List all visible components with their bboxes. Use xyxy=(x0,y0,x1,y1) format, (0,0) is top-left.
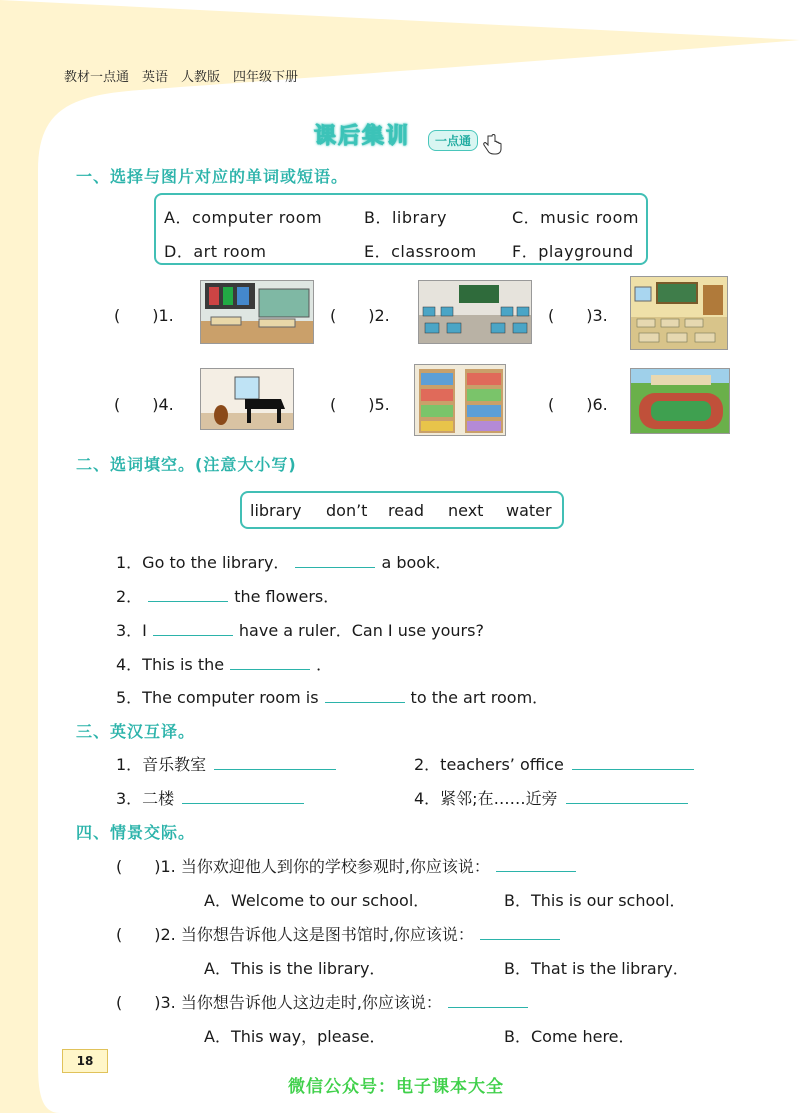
fill-blank-3[interactable] xyxy=(153,621,233,636)
fill-question-1 xyxy=(116,550,451,573)
fill-question-1-end: a book． xyxy=(381,553,452,572)
fill-blank-1[interactable] xyxy=(295,553,375,568)
fill-question-3 xyxy=(116,618,484,641)
translate-item-4 xyxy=(414,786,688,809)
translate-blank-3[interactable] xyxy=(182,789,304,804)
section-1-title: 一、选择与图片对应的单词或短语。 xyxy=(76,167,349,186)
answer-slot-6[interactable]: ( )6. xyxy=(548,395,608,414)
section-3-title: 三、英汉互译。 xyxy=(76,722,196,741)
answer-slot-2[interactable]: ( )2. xyxy=(330,306,390,325)
fill-question-2 xyxy=(116,584,339,607)
section-2-title: 二、选词填空。(注意大小写) xyxy=(76,455,297,474)
fill-question-4 xyxy=(116,652,332,675)
dialog-1-option-a[interactable]: A．Welcome to our school． xyxy=(204,891,430,910)
word-library: library xyxy=(250,501,302,520)
fill-question-2-start: 2． xyxy=(116,587,143,606)
dialog-3-option-a[interactable]: A．This way，please． xyxy=(204,1027,386,1046)
fill-question-2-end: the flowers． xyxy=(234,587,340,606)
fill-blank-5[interactable] xyxy=(325,688,405,703)
word-next: next xyxy=(448,501,484,520)
library-picture xyxy=(414,364,506,436)
translate-item-2-text: 2．teachers’ office xyxy=(414,755,564,774)
fill-question-4-end: ． xyxy=(316,655,333,674)
dialog-3-option-b[interactable]: B．Come here． xyxy=(504,1027,635,1046)
translate-item-4-text: 4．紧邻;在……近旁 xyxy=(414,789,558,808)
fill-question-4-start: 4．This is the xyxy=(116,655,225,674)
dialog-question-1 xyxy=(116,854,582,877)
playground-picture xyxy=(630,368,730,434)
translate-blank-4[interactable] xyxy=(566,789,688,804)
banner-subtitle: 一点通 xyxy=(428,130,478,151)
banner-title: 课后集训 xyxy=(314,124,411,149)
option-a: A．computer room xyxy=(164,208,323,227)
dialog-blank-2[interactable] xyxy=(480,925,560,940)
word-dont: don’t xyxy=(326,501,368,520)
word-water: water xyxy=(506,501,552,520)
option-c: C．music room xyxy=(512,208,639,227)
section-banner xyxy=(300,114,510,156)
page-header: 教材一点通 英语 人教版 四年级下册 xyxy=(64,70,299,85)
art-room-picture xyxy=(200,280,314,344)
translate-item-1 xyxy=(116,752,336,775)
option-b: B．library xyxy=(364,208,447,227)
section-4-title: 四、情景交际。 xyxy=(76,823,196,842)
dialog-2-option-a[interactable]: A．This is the library． xyxy=(204,959,386,978)
footer-watermark: 微信公众号：电子课本大全 xyxy=(288,1077,504,1097)
translate-item-3 xyxy=(116,786,304,809)
fill-question-5-start: 5．The computer room is xyxy=(116,688,319,707)
dialog-question-3-text: ( )3. 当你想告诉他人这边走时,你应该说： xyxy=(116,993,442,1012)
option-e: E．classroom xyxy=(364,242,477,261)
options-box xyxy=(154,193,648,265)
fill-blank-4[interactable] xyxy=(230,655,310,670)
dialog-blank-1[interactable] xyxy=(496,857,576,872)
answer-slot-3[interactable]: ( )3. xyxy=(548,306,608,325)
dialog-question-2 xyxy=(116,922,566,945)
pointing-hand-icon xyxy=(482,132,506,156)
answer-slot-4[interactable]: ( )4. xyxy=(114,395,174,414)
answer-slot-5[interactable]: ( )5. xyxy=(330,395,390,414)
fill-question-3-end: have a ruler．Can I use yours? xyxy=(238,621,484,640)
fill-question-3-start: 3．I xyxy=(116,621,147,640)
answer-slot-1[interactable]: ( )1. xyxy=(114,306,174,325)
word-read: read xyxy=(388,501,425,520)
translate-item-2 xyxy=(414,752,694,775)
translate-item-1-text: 1．音乐教室 xyxy=(116,755,207,774)
fill-question-1-start: 1．Go to the library． xyxy=(116,553,290,572)
dialog-question-2-text: ( )2. 当你想告诉他人这是图书馆时,你应该说： xyxy=(116,925,474,944)
computer-room-picture xyxy=(418,280,532,344)
dialog-2-option-b[interactable]: B．That is the library． xyxy=(504,959,689,978)
translate-item-3-text: 3．二楼 xyxy=(116,789,175,808)
dialog-question-1-text: ( )1. 当你欢迎他人到你的学校参观时,你应该说： xyxy=(116,857,490,876)
music-room-picture xyxy=(200,368,294,430)
translate-blank-2[interactable] xyxy=(572,755,694,770)
dialog-question-3 xyxy=(116,990,534,1013)
option-f: F．playground xyxy=(512,242,634,261)
fill-question-5-end: to the art room． xyxy=(410,688,549,707)
dialog-1-option-b[interactable]: B．This is our school． xyxy=(504,891,686,910)
translate-blank-1[interactable] xyxy=(214,755,336,770)
fill-blank-2[interactable] xyxy=(148,587,228,602)
classroom-picture xyxy=(630,276,728,350)
option-d: D．art room xyxy=(164,242,267,261)
page-number: 18 xyxy=(62,1049,108,1073)
dialog-blank-3[interactable] xyxy=(448,993,528,1008)
fill-question-5 xyxy=(116,685,548,708)
word-bank xyxy=(240,491,564,529)
